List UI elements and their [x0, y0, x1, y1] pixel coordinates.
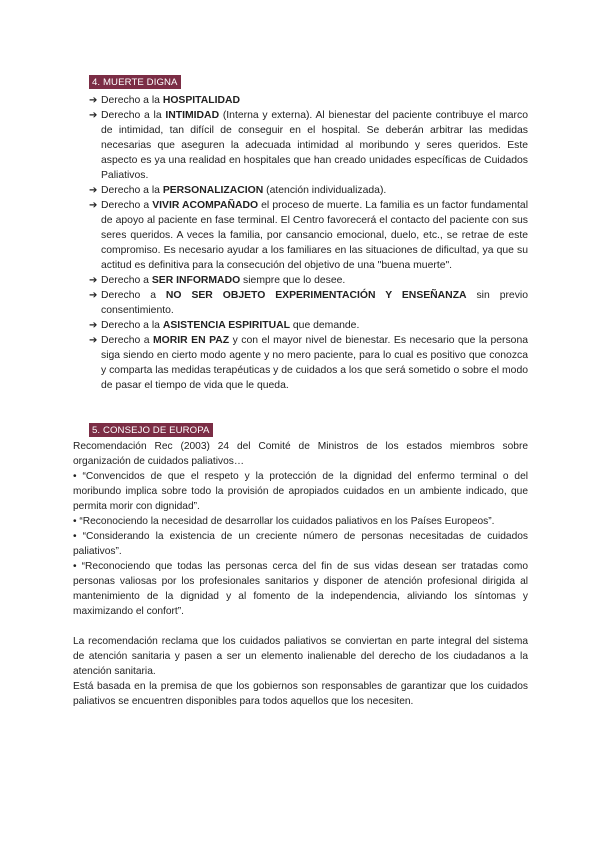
paragraph: • “Reconociendo la necesidad de desarrollar los cuidados paliativos en los Países Europeos”. [73, 516, 495, 527]
paragraph: • “Convencidos de que el respeto y la protección de la dignidad del enfermo terminal o del moribundo implica sobre todo la provisión de apropiados cuidados en un ambiente indicado, que permita morir con dignidad”. [73, 471, 528, 512]
right-arrow-icon: ➔ [89, 95, 98, 106]
spacer [73, 619, 528, 634]
right-arrow-icon: ➔ [89, 275, 98, 286]
list-item: ➔ Derecho a MORIR EN PAZ y con el mayor nivel de bienestar. Es necesario que la persona siga siendo en cierto modo agente y no mero paciente, para lo cual es positivo que conozca y comparta las medidas terapéuticas y de cuidados a los que será sometido o sobre el modo de pasar el tiempo de vida que le queda. [89, 335, 528, 391]
section-heading-muerte-digna: 4. MUERTE DIGNA [89, 75, 181, 89]
right-arrow-icon: ➔ [89, 185, 98, 196]
section-heading-consejo-europa: 5. CONSEJO DE EUROPA [89, 423, 213, 437]
section-consejo-europa [73, 420, 528, 709]
list-item: ➔ Derecho a la INTIMIDAD (Interna y externa). Al bienestar del paciente contribuye el marco de intimidad, tan difícil de conseguir en el hospital. Se deberán arbitrar las medidas necesarias que aseguren la adecuada intimidad al moribundo y seres queridos. Este aspecto es ya una realidad en hospitales que han creado unidades específicas de Cuidados Paliativos. [89, 110, 528, 181]
paragraph: • “Reconociendo que todas las personas cerca del fin de sus vidas desean ser tratadas como personas valiosas por los profesionales sanitarios y disponer de atención profesional dirigida al mantenimiento de la dignidad y al fomento de la independencia, aliviando los síntomas y maximizando el confort”. [73, 561, 528, 617]
paragraph: Está basada en la premisa de que los gobiernos son responsables de garantizar que los cuidados paliativos se encuentren disponibles para todos aquellos que los necesiten. [73, 681, 528, 707]
right-arrow-icon: ➔ [89, 200, 98, 211]
list-item: ➔ Derecho a la PERSONALIZACION (atención individualizada). [89, 185, 387, 196]
right-arrow-icon: ➔ [89, 335, 98, 346]
paragraph: • “Considerando la existencia de un creciente número de personas necesitadas de cuidados paliativos”. [73, 531, 528, 557]
paragraph: Recomendación Rec (2003) 24 del Comité de Ministros de los estados miembros sobre organización de cuidados paliativos… [73, 441, 528, 467]
right-arrow-icon: ➔ [89, 110, 98, 121]
section-muerte-digna [73, 72, 528, 393]
right-arrow-icon: ➔ [89, 290, 98, 301]
list-item: ➔ Derecho a VIVIR ACOMPAÑADO el proceso de muerte. La familia es un factor fundamental de apoyo al paciente en fase terminal. El Centro favorecerá el contacto del paciente con sus seres queridos. A veces la familia, por cansancio emocional, duelo, etc., se retrae de este compromiso. Es necesario ayudar a los familiares en las situaciones de dificultad, ya que su actitud es definitiva para la consecución del objetivo de una "buena muerte". [89, 200, 529, 271]
list-item: ➔ Derecho a SER INFORMADO siempre que lo desee. [89, 275, 346, 286]
right-arrow-icon: ➔ [89, 320, 98, 331]
list-item: ➔ Derecho a la HOSPITALIDAD [89, 95, 240, 106]
rights-list [73, 93, 528, 393]
list-item: ➔ Derecho a NO SER OBJETO EXPERIMENTACIÓN Y ENSEÑANZA sin previo consentimiento. [89, 290, 528, 316]
list-item: ➔ Derecho a la ASISTENCIA ESPIRITUAL que demande. [89, 320, 360, 331]
paragraph: La recomendación reclama que los cuidados paliativos se conviertan en parte integral del sistema de atención sanitaria y pasen a ser un elemento inalienable del derecho de los ciudadanos a la atención sanitaria. [73, 636, 528, 677]
